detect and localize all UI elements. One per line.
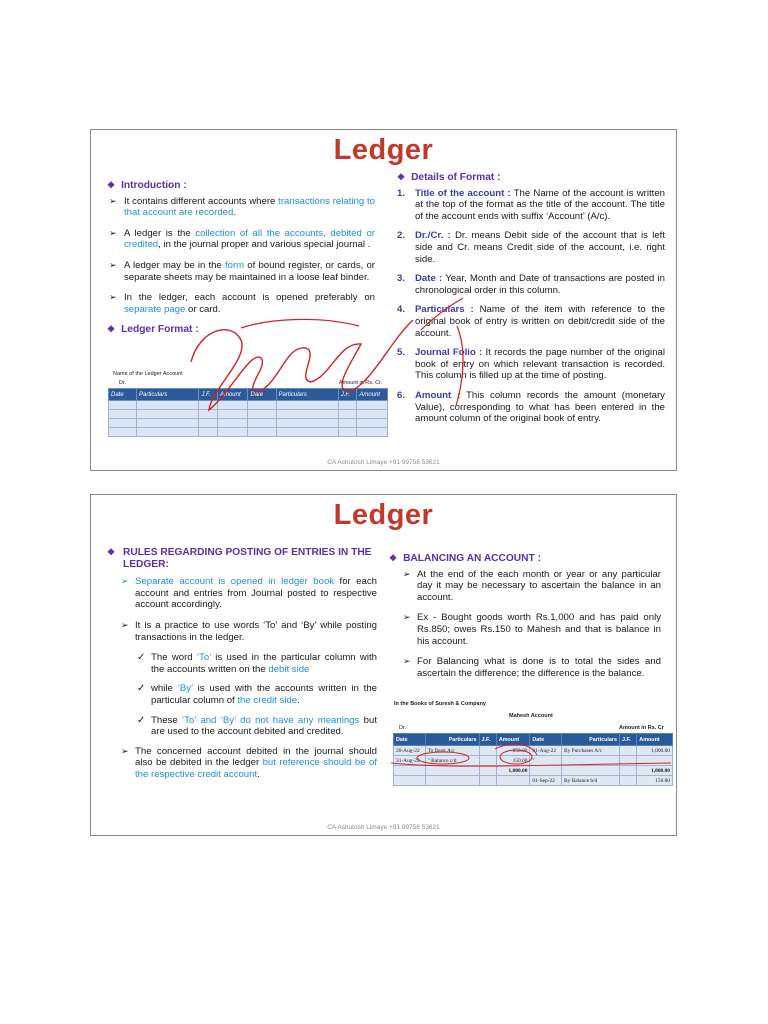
header-amount: Amount bbox=[357, 389, 388, 401]
header-particulars: Particulars bbox=[425, 734, 479, 746]
intro-point: ➢ A ledger is the collection of all the accounts, debited or credited, in the journal proper and various special journal . bbox=[109, 227, 375, 251]
header-particulars: Particulars bbox=[561, 734, 619, 746]
diamond-bullet-icon: ❖ bbox=[107, 324, 116, 335]
header-amount: Amount bbox=[637, 734, 673, 746]
section-heading: ❖ Introduction : bbox=[107, 180, 187, 191]
format-amount-label: Amount in Rs. Cr. bbox=[339, 380, 383, 386]
arrow-bullet-icon: ➢ bbox=[403, 656, 411, 667]
amount-cr-label: Amount in Rs. Cr bbox=[619, 725, 664, 731]
header-date: Date bbox=[530, 734, 562, 746]
table-row bbox=[109, 410, 388, 419]
intro-point: ➢ It contains different accounts where transactions relating to that account are recorded. bbox=[109, 195, 375, 219]
table-row bbox=[109, 419, 388, 428]
introduction-column bbox=[107, 180, 375, 340]
checkmark-icon: ✓ bbox=[137, 683, 146, 695]
arrow-bullet-icon: ➢ bbox=[121, 576, 129, 587]
books-caption: In the Books of Suresh & Company bbox=[394, 701, 486, 707]
arrow-bullet-icon: ➢ bbox=[403, 612, 411, 623]
diamond-bullet-icon: ❖ bbox=[107, 547, 116, 557]
header-date: Date bbox=[109, 389, 137, 401]
slide-title: Ledger bbox=[333, 134, 434, 166]
slide-ledger-intro bbox=[90, 129, 677, 471]
arrow-bullet-icon: ➢ bbox=[121, 619, 129, 630]
slide-footer: CA Ashutosh Limaye +91 99758 53621 bbox=[327, 459, 440, 466]
detail-item: 6. Amount : This column records the amount (monetary Value), corresponding to what has been entered in the amount column of the original book of entry. bbox=[397, 389, 665, 425]
header-particulars: Particulars bbox=[276, 389, 338, 401]
section-heading: ❖ BALANCING AN ACCOUNT : bbox=[389, 553, 541, 564]
header-amount: Amount bbox=[217, 389, 248, 401]
arrow-bullet-icon: ➢ bbox=[109, 195, 117, 206]
intro-point: ➢ In the ledger, each account is opened preferably on separate page or card. bbox=[109, 292, 375, 315]
balancing-point: ➢ For Balancing what is done is to total the sides and ascertain the difference; the difference is the balance. bbox=[403, 656, 661, 679]
format-caption: Name of the Ledger Account bbox=[113, 371, 183, 377]
arrow-bullet-icon: ➢ bbox=[121, 745, 129, 756]
rule-point: ➢ The concerned account debited in the journal should also be debited in the ledger but reference should be of the respective credit account. bbox=[121, 745, 377, 780]
balancing-point: ➢ Ex - Bought goods worth Rs.1,000 and has paid only Rs.850; owes Rs.150 to Mahesh and that is balance in his account. bbox=[403, 612, 661, 647]
detail-item: 5. Journal Folio : It records the page number of the original book of entry on which relevant transaction is recorded. This column is filled up at the time of posting. bbox=[397, 347, 665, 382]
table-row: 1,000.00 1,000.00 bbox=[394, 766, 673, 776]
table-row: 20-Aug-22 To Bank A/c 850.00 01-Aug-22 By Purchases A/c 1,000.00 bbox=[394, 746, 673, 756]
balancing-point: ➢ At the end of the each month or year or any particular day it may be necessary to ascertain the balance in an account. bbox=[403, 568, 661, 603]
header-jf: J.F. bbox=[338, 389, 357, 401]
header-jf: J.F. bbox=[620, 734, 637, 746]
slide-title: Ledger bbox=[333, 499, 434, 531]
table-row: 31-Aug-22 " Balance c/d 150.00 " bbox=[394, 756, 673, 766]
table-row bbox=[109, 428, 388, 437]
arrow-bullet-icon: ➢ bbox=[109, 227, 117, 238]
detail-item: 2. Dr./Cr. : Dr. means Debit side of the account that is left side and Cr. means Credit side of the account, i.e. right side. bbox=[397, 230, 665, 265]
dr-label: Dr. bbox=[399, 725, 407, 731]
intro-point: ➢ A ledger may be in the form of bound register, or cards, or separate sheets may be maintained in a loose leaf binder. bbox=[109, 259, 375, 283]
check-point: ✓ These ‘To’ and ‘By’ do not have any meanings but are used to the account debited and credited. bbox=[137, 714, 377, 738]
section-heading: ❖ Details of Format : bbox=[397, 172, 501, 183]
rule-point: ➢ It is a practice to use words ‘To’ and ‘By’ while posting transactions in the ledger. bbox=[121, 619, 377, 643]
detail-item: 1. Title of the account : The Name of the account is written at the top of the format as the title of the account. The title of the account ends with suffix ‘Account’ (A/c). bbox=[397, 187, 665, 222]
account-title: Mahesh Account bbox=[509, 713, 553, 719]
header-date: Date bbox=[394, 734, 426, 746]
checkmark-icon: ✓ bbox=[137, 652, 146, 664]
balancing-column bbox=[389, 553, 661, 688]
arrow-bullet-icon: ➢ bbox=[109, 292, 117, 303]
ledger-format-table bbox=[108, 388, 388, 437]
header-date: Date bbox=[248, 389, 276, 401]
arrow-bullet-icon: ➢ bbox=[109, 259, 117, 270]
header-jf: J.F. bbox=[199, 389, 218, 401]
header-jf: J.F. bbox=[479, 734, 496, 746]
arrow-bullet-icon: ➢ bbox=[403, 568, 411, 579]
table-row: 01-Sep-22 By Balance b/d 150.00 bbox=[394, 776, 673, 786]
check-point: ✓ The word ‘To’ is used in the particular column with the accounts written on the debit side bbox=[137, 652, 377, 675]
diamond-bullet-icon: ❖ bbox=[397, 172, 406, 182]
header-amount: Amount bbox=[496, 734, 530, 746]
section-heading: ❖ Ledger Format : bbox=[107, 324, 199, 336]
details-column bbox=[397, 172, 665, 433]
rules-column bbox=[105, 547, 377, 790]
diamond-bullet-icon: ❖ bbox=[389, 553, 398, 563]
rule-point: ➢ Separate account is opened in ledger book for each account and entries from Journal posted to respective account accordingly. bbox=[121, 576, 377, 611]
check-point: ✓ while ‘By’ is used with the accounts written in the particular column of the credit side. bbox=[137, 683, 377, 706]
header-particulars: Particulars bbox=[137, 389, 199, 401]
diamond-bullet-icon: ❖ bbox=[107, 180, 116, 190]
mahesh-account-table bbox=[393, 733, 673, 786]
slide-footer: CA Ashutosh Limaye +91 99758 53621 bbox=[327, 824, 440, 831]
detail-item: 3. Date : Year, Month and Date of transactions are posted in chronological order in this column. bbox=[397, 273, 666, 296]
slide-ledger-rules bbox=[90, 494, 677, 836]
detail-item: 4. Particulars : Name of the item with reference to the original book of entry is written on debit/credit side of the account. bbox=[397, 304, 665, 339]
table-row bbox=[109, 401, 388, 410]
section-heading: ❖ RULES REGARDING POSTING OF ENTRIES IN THE LEDGER: bbox=[107, 547, 372, 570]
checkmark-icon: ✓ bbox=[137, 714, 146, 726]
format-dr: Dr. bbox=[119, 380, 127, 386]
